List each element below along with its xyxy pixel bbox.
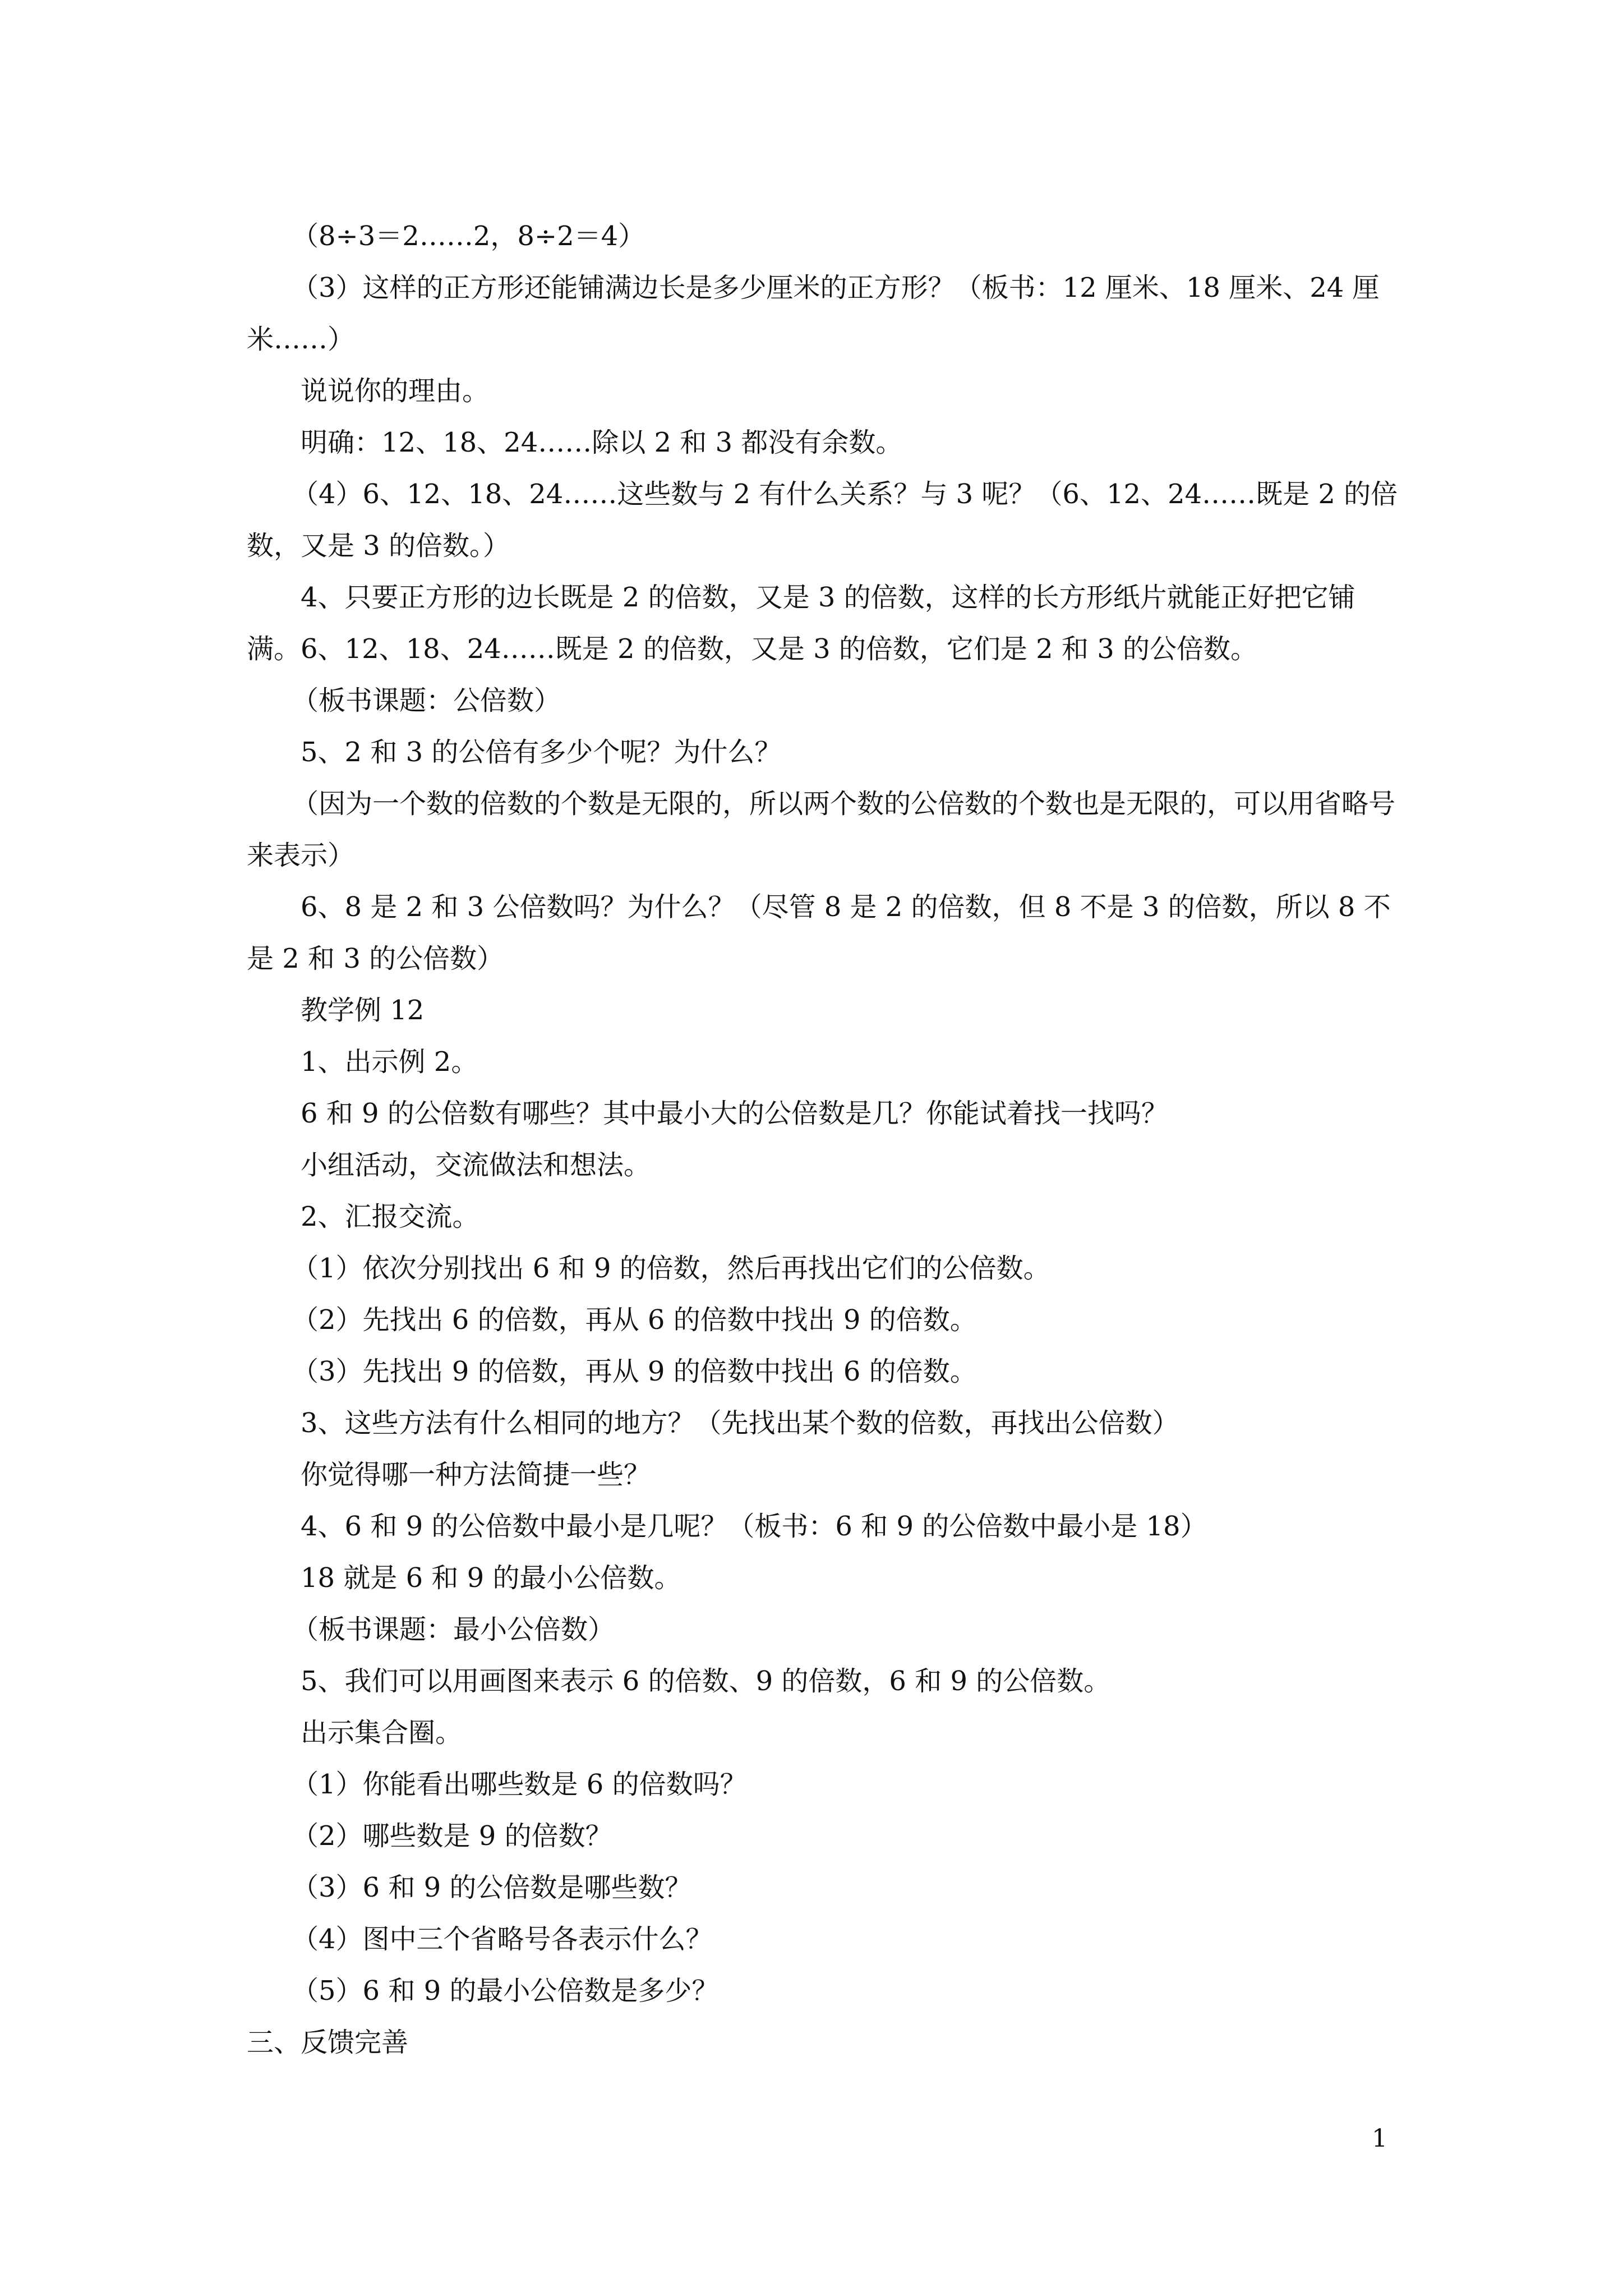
text-line: 18 就是 6 和 9 的最小公倍数。 bbox=[301, 1562, 681, 1594]
text-line: 2、汇报交流。 bbox=[301, 1201, 479, 1232]
text-line: 3、这些方法有什么相同的地方？（先找出某个数的倍数，再找出公倍数） bbox=[301, 1407, 1179, 1439]
text-line: （4）图中三个省略号各表示什么？ bbox=[292, 1924, 713, 1955]
text-line: （2）先找出 6 的倍数，再从 6 的倍数中找出 9 的倍数。 bbox=[292, 1304, 977, 1336]
text-line: （3）先找出 9 的倍数，再从 9 的倍数中找出 6 的倍数。 bbox=[292, 1356, 977, 1387]
text-line: 6、8 是 2 和 3 公倍数吗？为什么？（尽管 8 是 2 的倍数，但 8 不是 3 的倍数，所以 8 不是 2 和 3 的公倍数） bbox=[247, 891, 1391, 974]
text-line: （板书课题：最小公倍数） bbox=[292, 1614, 615, 1645]
section-heading: 三、反馈完善 bbox=[247, 2027, 409, 2058]
text-line: （8÷3＝2……2，8÷2＝4） bbox=[292, 220, 645, 252]
text-line: 教学例 12 bbox=[301, 995, 425, 1026]
text-line: （3）6 和 9 的公倍数是哪些数？ bbox=[292, 1872, 692, 1903]
document-body bbox=[247, 210, 1402, 2068]
page-number: 1 bbox=[1372, 2124, 1387, 2153]
text-line: 6 和 9 的公倍数有哪些？其中最小大的公倍数是几？你能试着找一找吗？ bbox=[301, 1098, 1168, 1129]
text-line: （3）这样的正方形还能铺满边长是多少厘米的正方形？（板书：12 厘米、18 厘米、24 厘米……） bbox=[247, 272, 1380, 355]
text-line: （1）依次分别找出 6 和 9 的倍数，然后再找出它们的公倍数。 bbox=[292, 1253, 1050, 1284]
text-line: 4、6 和 9 的公倍数中最小是几呢？（板书：6 和 9 的公倍数中最小是 18） bbox=[301, 1511, 1207, 1542]
text-line: 1、出示例 2。 bbox=[301, 1046, 478, 1078]
text-line: 明确：12、18、24……除以 2 和 3 都没有余数。 bbox=[301, 427, 903, 458]
text-line: 小组活动，交流做法和想法。 bbox=[301, 1149, 651, 1181]
text-line: （4）6、12、18、24……这些数与 2 有什么关系？与 3 呢？（6、12、24……既是 2 的倍数，又是 3 的倍数。） bbox=[247, 478, 1398, 562]
text-line: 5、我们可以用画图来表示 6 的倍数、9 的倍数，6 和 9 的公倍数。 bbox=[301, 1665, 1111, 1697]
text-line: 说说你的理由。 bbox=[301, 375, 490, 407]
text-line: （5）6 和 9 的最小公倍数是多少？ bbox=[292, 1975, 719, 2007]
text-line: （因为一个数的倍数的个数是无限的，所以两个数的公倍数的个数也是无限的，可以用省略号来表示） bbox=[247, 788, 1396, 871]
text-line: 4、只要正方形的边长既是 2 的倍数，又是 3 的倍数，这样的长方形纸片就能正好把它铺满。6、12、18、24……既是 2 的倍数，又是 3 的倍数，它们是 2 和 3 的公倍数。 bbox=[247, 582, 1355, 665]
text-line: 你觉得哪一种方法简捷一些？ bbox=[301, 1459, 651, 1490]
text-line: （2）哪些数是 9 的倍数？ bbox=[292, 1820, 612, 1852]
text-line: 5、2 和 3 的公倍有多少个呢？为什么？ bbox=[301, 737, 782, 768]
text-line: 出示集合圈。 bbox=[301, 1717, 463, 1749]
text-line: （板书课题：公倍数） bbox=[292, 685, 561, 716]
text-line: （1）你能看出哪些数是 6 的倍数吗？ bbox=[292, 1769, 747, 1800]
